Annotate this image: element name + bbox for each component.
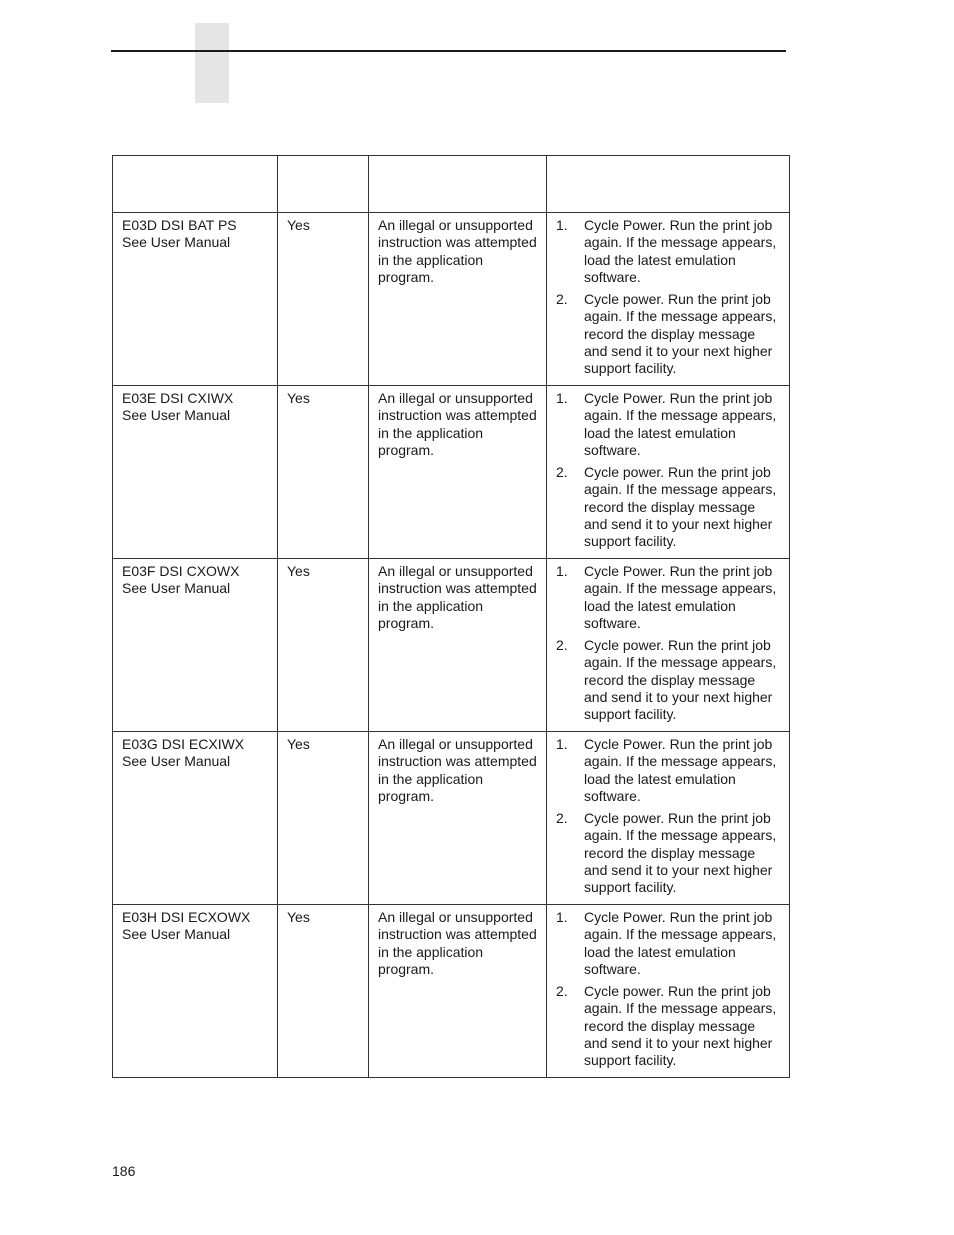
step-number: 1. xyxy=(556,909,568,925)
explanation-cell xyxy=(369,905,547,1078)
flag-value: Yes xyxy=(287,736,310,752)
solution-step xyxy=(556,291,779,377)
explanation-cell xyxy=(369,559,547,732)
solution-cell xyxy=(547,559,790,732)
step-number: 1. xyxy=(556,390,568,406)
chapter-thumb-tab xyxy=(195,23,229,103)
step-text: Cycle Power. Run the print job again. If the message appears, load the latest emulation software. xyxy=(584,390,777,458)
error-code: E03D DSI BAT PS xyxy=(122,217,237,233)
step-text: Cycle power. Run the print job again. If the message appears, record the display message and send it to your next higher support facility. xyxy=(584,291,777,377)
step-text: Cycle power. Run the print job again. If the message appears, record the display message and send it to your next higher support facility. xyxy=(584,637,777,723)
explanation-text: An illegal or unsupported instruction was attempted in the application program. xyxy=(378,909,537,977)
message-cell xyxy=(113,386,278,559)
error-note: See User Manual xyxy=(122,926,231,943)
header-cell-3 xyxy=(369,156,547,213)
solution-steps xyxy=(547,386,789,551)
step-text: Cycle Power. Run the print job again. If the message appears, load the latest emulation software. xyxy=(584,736,777,804)
step-number: 2. xyxy=(556,464,568,481)
error-code: E03F DSI CXOWX xyxy=(122,563,240,579)
solution-step xyxy=(556,390,779,459)
table-row xyxy=(113,559,790,732)
header-cell-2 xyxy=(278,156,369,213)
error-note: See User Manual xyxy=(122,580,231,597)
solution-step xyxy=(556,637,779,723)
solution-step xyxy=(556,909,779,978)
step-text: Cycle power. Run the print job again. If the message appears, record the display message and send it to your next higher support facility. xyxy=(584,464,777,550)
step-text: Cycle power. Run the print job again. If the message appears, record the display message and send it to your next higher support facility. xyxy=(584,983,777,1069)
step-text: Cycle Power. Run the print job again. If the message appears, load the latest emulation software. xyxy=(584,909,777,977)
solution-step xyxy=(556,217,779,286)
explanation-text: An illegal or unsupported instruction was attempted in the application program. xyxy=(378,217,537,285)
message-cell xyxy=(113,213,278,386)
step-number: 1. xyxy=(556,736,568,752)
step-text: Cycle Power. Run the print job again. If the message appears, load the latest emulation software. xyxy=(584,217,777,285)
step-number: 2. xyxy=(556,637,568,654)
error-code: E03H DSI ECXOWX xyxy=(122,909,251,925)
flag-cell xyxy=(278,386,369,559)
solution-steps xyxy=(547,905,789,1070)
step-text: Cycle Power. Run the print job again. If the message appears, load the latest emulation software. xyxy=(584,563,777,631)
error-note: See User Manual xyxy=(122,753,231,770)
explanation-cell xyxy=(369,213,547,386)
table-row xyxy=(113,386,790,559)
solution-cell xyxy=(547,905,790,1078)
explanation-cell xyxy=(369,386,547,559)
step-number: 2. xyxy=(556,983,568,1000)
flag-value: Yes xyxy=(287,390,310,406)
flag-cell xyxy=(278,559,369,732)
solution-step xyxy=(556,983,779,1069)
explanation-text: An illegal or unsupported instruction was attempted in the application program. xyxy=(378,563,537,631)
step-number: 2. xyxy=(556,810,568,827)
flag-value: Yes xyxy=(287,563,310,579)
table-row xyxy=(113,732,790,905)
solution-step xyxy=(556,736,779,805)
page-number: 186 xyxy=(112,1163,136,1179)
header-cell-1 xyxy=(113,156,278,213)
error-note: See User Manual xyxy=(122,234,231,251)
solution-steps xyxy=(547,213,789,378)
solution-cell xyxy=(547,732,790,905)
explanation-text: An illegal or unsupported instruction was attempted in the application program. xyxy=(378,390,537,458)
flag-cell xyxy=(278,732,369,905)
step-number: 1. xyxy=(556,217,568,233)
solution-cell xyxy=(547,386,790,559)
error-message-table xyxy=(112,155,790,1078)
error-code: E03G DSI ECXIWX xyxy=(122,736,245,752)
step-text: Cycle power. Run the print job again. If the message appears, record the display message and send it to your next higher support facility. xyxy=(584,810,777,896)
solution-step xyxy=(556,464,779,550)
message-cell xyxy=(113,559,278,732)
flag-value: Yes xyxy=(287,909,310,925)
solution-steps xyxy=(547,732,789,897)
table-header-row xyxy=(113,156,790,213)
solution-step xyxy=(556,810,779,896)
solution-step xyxy=(556,563,779,632)
message-cell xyxy=(113,905,278,1078)
step-number: 2. xyxy=(556,291,568,308)
header-rule xyxy=(111,50,786,52)
error-code: E03E DSI CXIWX xyxy=(122,390,234,406)
solution-steps xyxy=(547,559,789,724)
step-number: 1. xyxy=(556,563,568,579)
header-cell-4 xyxy=(547,156,790,213)
message-cell xyxy=(113,732,278,905)
flag-cell xyxy=(278,213,369,386)
explanation-text: An illegal or unsupported instruction was attempted in the application program. xyxy=(378,736,537,804)
table-row xyxy=(113,905,790,1078)
explanation-cell xyxy=(369,732,547,905)
flag-value: Yes xyxy=(287,217,310,233)
solution-cell xyxy=(547,213,790,386)
flag-cell xyxy=(278,905,369,1078)
error-note: See User Manual xyxy=(122,407,231,424)
table-row xyxy=(113,213,790,386)
